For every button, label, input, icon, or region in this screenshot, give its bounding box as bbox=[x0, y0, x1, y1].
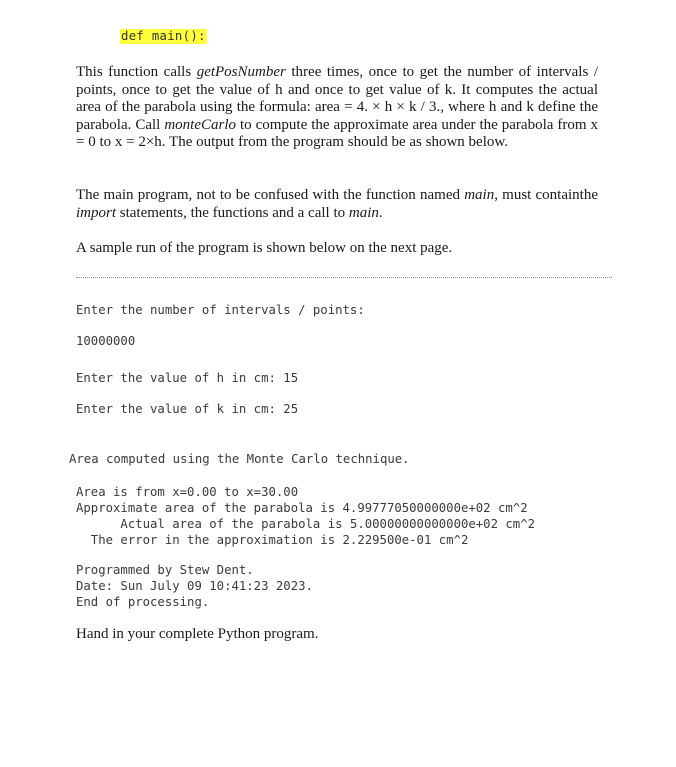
result-line: Area is from x=0.00 to x=30.00 bbox=[76, 485, 299, 499]
emphasis-main-call: main bbox=[348, 204, 379, 221]
sample-run-note: A sample run of the program is shown below on the next page. bbox=[76, 240, 453, 256]
function-name-getposnumber: getPosNumber bbox=[196, 64, 286, 80]
paragraph1-text-2: three times, once to get the number of intervals / points, once to get the value of h and once to get value of k. It computes the actual area of the parabola using the formula: area = 4. × h × k / 3., where h and k define the parabola. Call bbox=[76, 64, 598, 133]
paragraph2-text-2: , must containthe bbox=[494, 187, 599, 203]
footer-block bbox=[76, 562, 313, 610]
description-paragraph bbox=[76, 64, 598, 152]
paragraph1-text-3: to compute the approximate area under the parabola from x = 0 to x = 2×h. The output from the program should be as shown below. bbox=[76, 116, 599, 151]
footer-line: Programmed by Stew Dent. bbox=[76, 563, 254, 577]
paragraph1-text-1: This function calls bbox=[76, 64, 197, 80]
code-heading bbox=[120, 29, 207, 43]
area-heading: Area computed using the Monte Carlo technique. bbox=[69, 452, 410, 466]
dotted-divider bbox=[76, 277, 612, 278]
footer-line: Date: Sun July 09 10:41:23 2023. bbox=[76, 579, 313, 593]
prompt-h: Enter the value of h in cm: 15 bbox=[76, 371, 299, 385]
paragraph2-text-4: . bbox=[378, 204, 383, 221]
emphasis-main: main bbox=[464, 187, 495, 203]
result-line: The error in the approximation is 2.229500e-01 cm^2 bbox=[76, 533, 469, 547]
function-name-montecarlo: monteCarlo bbox=[164, 116, 236, 133]
paragraph2-text-3: statements, the functions and a call to bbox=[116, 204, 349, 221]
highlighted-code-def-main: def main(): bbox=[121, 29, 206, 43]
footer-line: End of processing. bbox=[76, 595, 210, 609]
prompt-intervals: Enter the number of intervals / points: bbox=[76, 303, 365, 317]
result-block bbox=[76, 484, 535, 548]
input-intervals: 10000000 bbox=[76, 334, 136, 348]
emphasis-import: import bbox=[76, 204, 117, 221]
main-program-paragraph bbox=[76, 187, 598, 222]
result-line: Approximate area of the parabola is 4.99777050000000e+02 cm^2 bbox=[76, 501, 528, 515]
closing-instruction: Hand in your complete Python program. bbox=[76, 626, 319, 642]
paragraph2-text-1: The main program, not to be confused with the function named bbox=[76, 187, 465, 203]
prompt-k: Enter the value of k in cm: 25 bbox=[76, 402, 299, 416]
result-line: Actual area of the parabola is 5.00000000000000e+02 cm^2 bbox=[76, 517, 536, 531]
